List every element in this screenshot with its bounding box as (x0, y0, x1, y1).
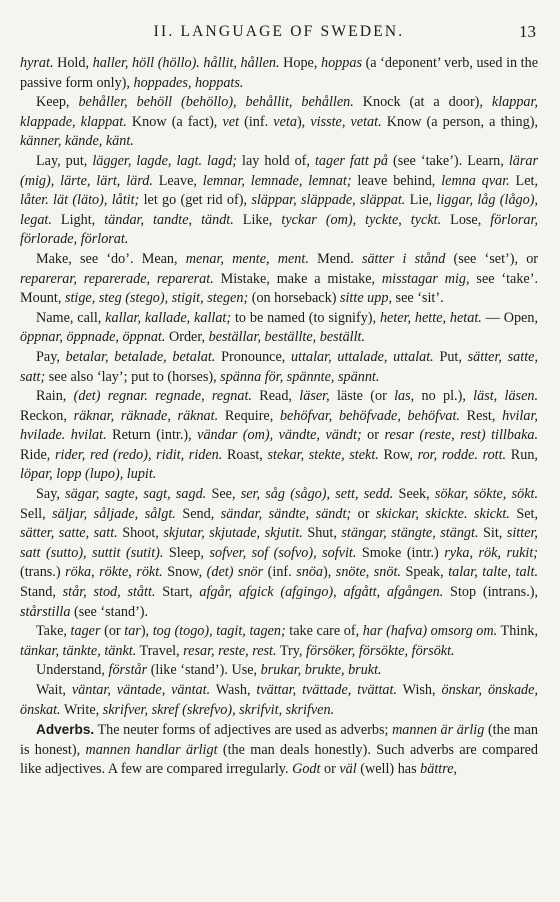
page-number: 13 (519, 22, 536, 41)
paragraph: Say, sägar, sagte, sagt, sagd. See, ser, såg (sågo), sett, sedd. Seek, sökar, sökte, sökt. Sell, säljar, såljade, sålgt. Send, sändar, sändte, sändt; or skickar, skickte. skickt. Set, sätter, satte, satt. Shoot, skjutar, skjutade, skjutit. Shut, stängar, stängte, stängt. Sit, sitter, satt (sutto), suttit (sutit). Sleep, sofver, sof (sofvo), sofvit. Smoke (intr.) ryka, rök, rukit; (trans.) röka, rökte, rökt. Snow, (det) snör (inf. snöa), snöte, snöt. Speak, talar, talte, talt. Stand, står, stod, stått. Start, afgår, afgick (afgingo), afgått, afgången. Stop (intrans.), stårstilla (see ‘stand’). (20, 486, 539, 620)
paragraph: Keep, behåller, behöll (behöllo), behållit, behållen. Knock (at a door), klappar, klappade, klappat. Know (a fact), vet (inf. veta), visste, vetat. Know (a person, a thing), känner, kände, känt. (20, 94, 539, 150)
paragraph: Make, see ‘do’. Mean, menar, mente, ment. Mend. sätter i stånd (see ‘set’), or reparerar, reparerade, reparerat. Mistake, make a mistake, misstagar mig, see ‘take’. Mount, stige, steg (stego), stigit, stegen; (on horseback) sitte upp, see ‘sit’. (20, 250, 539, 307)
paragraph: Pay, betalar, betalade, betalat. Pronounce, uttalar, uttalade, uttalat. Put, sätter, satte, satt; see also ‘lay’; put to (horses), spänna för, spännte, spännt. (20, 348, 539, 385)
paragraph: Lay, put, lägger, lagde, lagt. lagd; lay hold of, tager fatt på (see ‘take’). Learn, lärar (mig), lärte, lärt, lärd. Leave, lemnar, lemnade, lemnat; leave behind, lemna qvar. Let, låter. lät (läto), låtit; let go (get rid of), släppar, släppade, släppat. Lie, liggar, låg (lågo), legat. Light, tändar, tandte, tändt. Like, tyckar (om), tyckte, tyckt. Lose, förlorar, förlorade, förlorat. (20, 152, 539, 248)
paragraph: Adverbs. The neuter forms of adjectives are used as adverbs; mannen är ärlig (the man is honest), mannen handlar ärligt (the man deals honestly). Such adverbs are compared like adjectives. A few are compared irregularly. Godt or väl (well) has bättre, (20, 722, 539, 778)
paragraph: Take, tager (or tar), tog (togo), tagit, tagen; take care of, har (hafva) omsorg om. Think, tänkar, tänkte, tänkt. Travel, resar, reste, rest. Try, försöker, försökte, försökt. (20, 623, 538, 659)
running-header (20, 20, 538, 48)
paragraph: Wait, väntar, väntade, väntat. Wash, tvättar, tvättade, tvättat. Wish, önskar, önskade, önskat. Write, skrifver, skref (skrefvo), skrifvit, skrifven. (20, 682, 538, 718)
body-text (20, 54, 538, 780)
paragraph: hyrat. Hold, haller, höll (höllo). hållit, hållen. Hope, hoppas (a ‘deponent’ verb, used in the passive form only), hoppades, hoppats. (20, 55, 539, 91)
paragraph: Name, call, kallar, kallade, kallat; to be named (to signify), heter, hette, hetat. — Open, öppnar, öppnade, öppnat. Order, beställar, beställte, beställt. (20, 309, 538, 346)
paragraph: Rain, (det) regnar. regnade, regnat. Read, läser, läste (or las, no pl.), läst, läsen. Reckon, räknar, räknade, räknat. Require, behöfvar, behöfvade, behöfvat. Rest, hvilar, hvilade. hvilat. Return (intr.), vändar (om), vändte, vändt; or resar (reste, rest) tillbaka. Ride, rider, red (redo), ridit, riden. Roast, stekar, stekte, stekt. Row, ror, rodde. rott. Run, löpar, lopp (lupo), lupit. (20, 388, 539, 483)
paragraph: Understand, förstår (like ‘stand’). Use, brukar, brukte, brukt. (36, 662, 382, 679)
chapter-title: II. LANGUAGE OF SWEDEN. (153, 23, 405, 40)
